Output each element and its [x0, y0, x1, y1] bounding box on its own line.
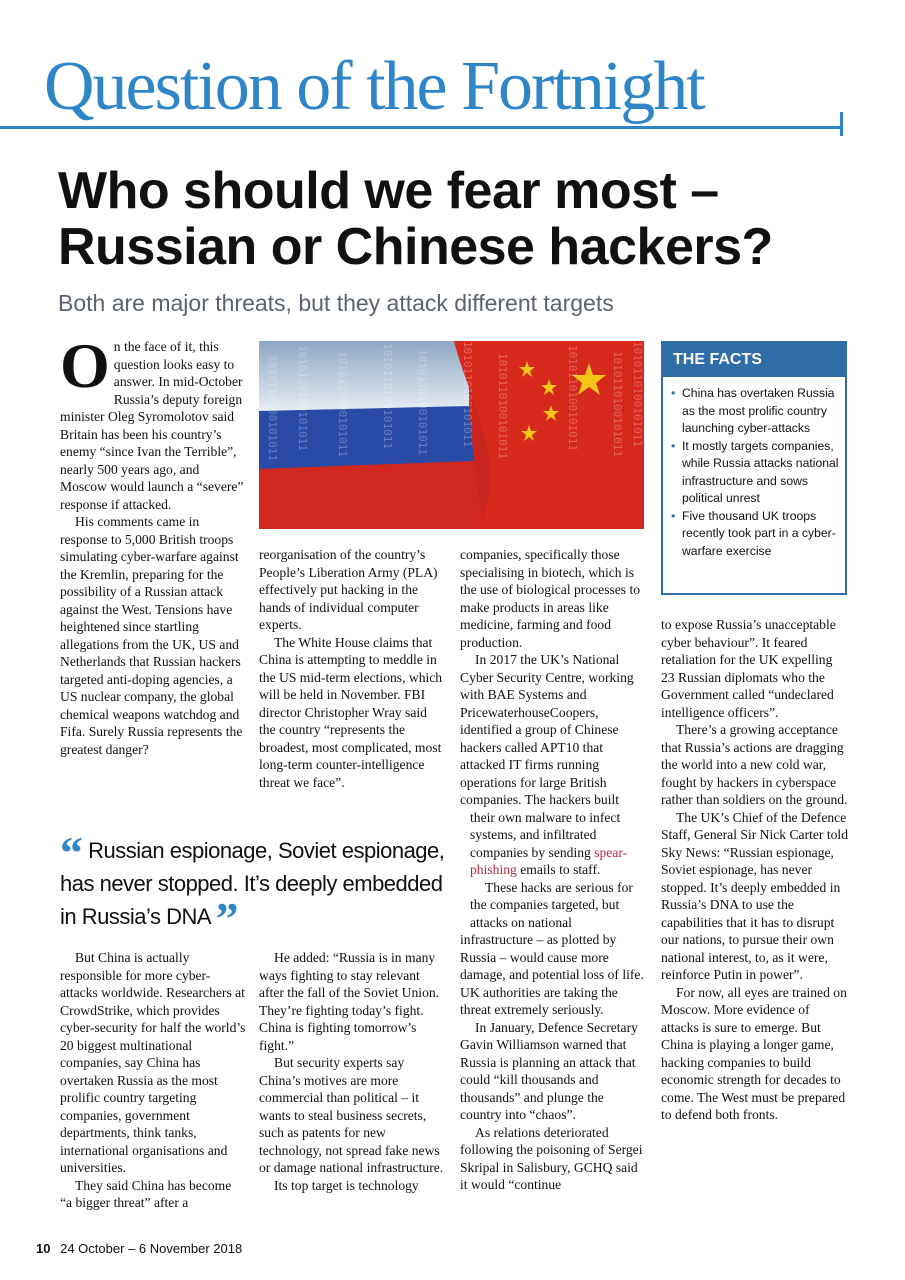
- column-4: [661, 616, 849, 1124]
- column-1-bottom: [60, 949, 246, 1212]
- binary-stream: 1010110100101011: [566, 345, 579, 451]
- issue-date: 24 October – 6 November 2018: [60, 1241, 243, 1256]
- binary-stream: 1010110100101011: [381, 343, 394, 449]
- pull-quote-text: Russian espionage, Soviet espionage, has never stopped. It’s deeply embedded in Russia’s DNA: [60, 838, 445, 929]
- facts-list: [663, 385, 845, 560]
- column-4-paragraph-3: The UK’s Chief of the Defence Staff, General Sir Nick Carter told Sky News: “Russian espionage, Soviet espionage, has never stopped. It’s deeply embedded in Russia’s DNA to use the capabilities that it has to disrupt our nations, to pursue their own national interest, to, as it were, reinforce Putin in power”.: [661, 809, 848, 982]
- column-2-bottom: [259, 949, 447, 1194]
- intro-paragraph-1: n the face of it, this question looks easy to answer. In mid-October Russia’s deputy foreign minister Oleg Syromolotov said Britain has been his country’s enemy “since Ivan the Terrible”, nearly 500 years ago, and Moscow would launch a “severe” response if attacked.: [60, 339, 244, 512]
- open-quote-icon: “: [60, 827, 83, 878]
- binary-stream: 1010110100101011: [296, 345, 309, 451]
- column-4-paragraph-2: There’s a growing acceptance that Russia’s actions are dragging the world into a new cold war, fought by hackers in cyberspace rather than soldiers on the ground.: [661, 722, 848, 807]
- section-title: Question of the Fortnight: [44, 48, 704, 125]
- binary-stream: 1010110100101011: [266, 355, 279, 461]
- column-1-bottom-paragraph-1: But China is actually responsible for more cyber-attacks worldwide. Researchers at CrowdStrike, which provides cyber-security for half the world’s 20 biggest multinational companies, say China has overtaken Russia as the most prolific country targeting companies, government departments, think tanks, international organisations and universities.: [60, 950, 246, 1175]
- spear-phishing-term: spear-phishing: [470, 844, 628, 877]
- column-1-top: [60, 330, 246, 758]
- column-4-paragraph-1: to expose Russia’s unacceptable cyber behaviour”. It feared retaliation for the UK expelling 23 Russian diplomats who the Government called “undeclared intelligence officers”.: [661, 617, 836, 720]
- facts-heading: THE FACTS: [663, 343, 845, 377]
- binary-stream: 1010110100101011: [461, 341, 474, 447]
- column-2-bottom-paragraph-1: He added: “Russia is in many ways fighting to stay relevant after the fall of the Soviet Union. They’re fighting today’s fight. China is fighting tomorrow’s fight.”: [259, 950, 440, 1053]
- column-3-paragraph-2b: their own malware to infect systems, and infiltrated companies by sending spear-phishing emails to staff.: [470, 809, 628, 877]
- facts-item: • It mostly targets companies, while Russia attacks national infrastructure and sows political unrest: [671, 438, 839, 505]
- binary-stream: 1010110100101011: [631, 341, 644, 447]
- binary-stream: 1010110100101011: [416, 349, 429, 455]
- column-2-top: [259, 546, 445, 791]
- column-3: [460, 546, 646, 1194]
- column-2-paragraph-1: reorganisation of the country’s People’s Liberation Army (PLA) effectively put hacking in the hands of individual computer experts.: [259, 547, 438, 632]
- column-3-paragraph-5: As relations deteriorated following the poisoning of Sergei Skripal in Salisbury, GCHQ said it would “continue: [460, 1124, 643, 1192]
- binary-stream: 1010110100101011: [496, 353, 509, 459]
- hero-image-russia-china-flags: [259, 341, 644, 529]
- binary-stream: 1010110100101011: [336, 351, 349, 457]
- bullet-icon: •: [671, 386, 676, 400]
- column-4-paragraph-4: For now, all eyes are trained on Moscow. More evidence of attacks is sure to emerge. But China is playing a longer game, hacking companies to build economic strength for decades to come. The West must be prepared to defend both fronts.: [661, 984, 847, 1122]
- headline: [58, 163, 858, 275]
- column-3-paragraph-3b: infrastructure – as plotted by Russia – would cause more damage, and potential loss of life. UK authorities are taking the threat extremely seriously.: [460, 932, 644, 1017]
- facts-box: [661, 341, 847, 595]
- masthead-rule-tick: [840, 112, 843, 136]
- headline-line-2: Russian or Chinese hackers?: [58, 218, 773, 276]
- column-2-paragraph-2: The White House claims that China is attempting to meddle in the US mid-term elections, which will be held in November. FBI director Christopher Wray said the country “represents the broadest, most complicated, most long-term counter-intelligence threat we face”.: [259, 634, 443, 790]
- bullet-icon: •: [671, 438, 676, 453]
- page-number: 10: [36, 1241, 51, 1256]
- masthead-rule: [0, 126, 842, 129]
- page-footer: [36, 1241, 242, 1256]
- column-3-paragraph-1: companies, specifically those specialising in biotech, which is the use of biological processes to make products in areas like medicine, farming and food production.: [460, 547, 641, 650]
- column-2-bottom-paragraph-3: Its top target is technology: [274, 1177, 419, 1193]
- binary-stream: 1010110100101011: [611, 351, 624, 457]
- headline-line-1: Who should we fear most –: [58, 162, 719, 220]
- bullet-icon: •: [671, 508, 676, 523]
- pull-quote: [60, 827, 450, 944]
- column-3-paragraph-3a: These hacks are serious for the companies targeted, but attacks on national: [470, 879, 633, 930]
- column-3-paragraph-2: In 2017 the UK’s National Cyber Security Centre, working with BAE Systems and PricewaterhouseCoopers, identified a group of Chinese hackers called APT10 that attacked IT firms running operations for large British companies. The hackers built: [460, 652, 634, 807]
- column-2-bottom-paragraph-2: But security experts say China’s motives are more commercial than political – it wants to steal business secrets, such as patents for new technology, not spread fake news or damage national infrastructure.: [259, 1055, 444, 1175]
- facts-item: • China has overtaken Russia as the most prolific country launching cyber-attacks: [671, 386, 835, 435]
- standfirst: Both are major threats, but they attack different targets: [58, 290, 614, 316]
- dropcap: O: [60, 330, 110, 401]
- intro-paragraph-2: His comments came in response to 5,000 British troops simulating cyber-warfare against the Kremlin, preparing for the possibility of a Russian attack against the West. Tensions have heightened since startling allegations from the UK, US and Netherlands that Russian hackers targeted anti-doping agencies, a US nuclear company, the global chemical weapons watchdog and Fifa. Surely Russia represents the greatest danger?: [60, 514, 243, 757]
- column-3-paragraph-4: In January, Defence Secretary Gavin Williamson warned that Russia is planning an attack that could “kill thousands and thousands” and plunge the country into “chaos”.: [460, 1019, 638, 1122]
- facts-item: • Five thousand UK troops recently took part in a cyber-warfare exercise: [671, 508, 836, 558]
- column-1-bottom-paragraph-2: They said China has become “a bigger threat” after a: [60, 1177, 232, 1210]
- close-quote-icon: ”: [215, 893, 238, 944]
